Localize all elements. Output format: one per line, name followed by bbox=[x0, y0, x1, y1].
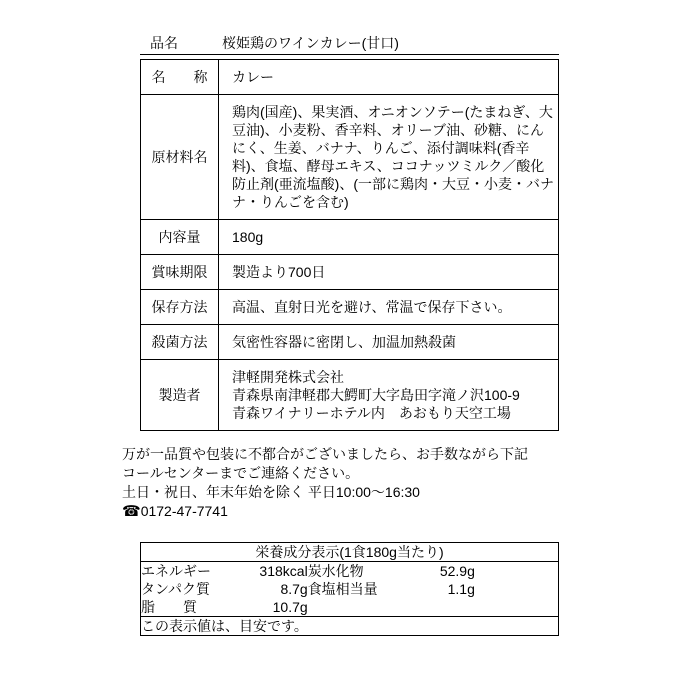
nutrition-spacer bbox=[475, 562, 559, 581]
spec-row-best-before bbox=[141, 255, 559, 290]
spec-row-name bbox=[141, 60, 559, 95]
nutrition-row-2 bbox=[141, 580, 559, 598]
nutrition-value-energy: 318kcal bbox=[259, 563, 308, 579]
spec-value-name: カレー bbox=[219, 60, 559, 95]
spec-label-ingredients: 原材料名 bbox=[141, 95, 219, 220]
nutrition-title: 栄養成分表示(1食180g当たり) bbox=[141, 543, 559, 562]
spec-value-manufacturer bbox=[219, 360, 559, 431]
product-name-value: 桜姫鶏のワインカレー(甘口) bbox=[222, 35, 399, 51]
manufacturer-address: 青森県南津軽郡大鰐町大字島田字滝ノ沢100-9 bbox=[232, 387, 520, 403]
nutrition-value-protein: 8.7g bbox=[280, 581, 308, 597]
spec-row-storage bbox=[141, 290, 559, 325]
spec-value-best-before: 製造より700日 bbox=[219, 255, 559, 290]
spec-value-ingredients: 鶏肉(国産)、果実酒、オニオンソテー(たまねぎ、大豆油)、小麦粉、香辛料、オリーブ油、砂糖、にんにく、生姜、バナナ、りんご、添付調味料(香辛料)、食塩、酵母エキス、ココナッツミルク／酸化防止剤(亜流塩酸)、(一部に鶏肉・大豆・小麦・バナナ・りんごを含む) bbox=[219, 95, 559, 220]
nutrition-label-protein: タンパク質 bbox=[141, 581, 211, 597]
spec-label-net-content: 内容量 bbox=[141, 220, 219, 255]
nutrition-table bbox=[140, 542, 559, 636]
nutrition-note-row bbox=[141, 617, 559, 636]
nutrition-value-salt: 1.1g bbox=[447, 581, 475, 597]
nutrition-title-row bbox=[141, 543, 559, 562]
spec-value-sterilization: 気密性容器に密閉し、加温加熱殺菌 bbox=[219, 325, 559, 360]
spec-label-manufacturer: 製造者 bbox=[141, 360, 219, 431]
nutrition-value-fat: 10.7g bbox=[272, 599, 308, 615]
nutrition-empty-cell bbox=[308, 598, 392, 617]
nutrition-row-3 bbox=[141, 598, 559, 617]
nutrition-row-1 bbox=[141, 562, 559, 581]
product-name-row bbox=[140, 36, 559, 55]
spec-row-net-content bbox=[141, 220, 559, 255]
nutrition-empty-cell bbox=[391, 598, 475, 617]
phone-icon: ☎ bbox=[122, 503, 141, 520]
spec-value-storage: 高温、直射日光を避け、常温で保存下さい。 bbox=[219, 290, 559, 325]
spec-label-best-before: 賞味期限 bbox=[141, 255, 219, 290]
spec-value-net-content: 180g bbox=[219, 220, 559, 255]
nutrition-spacer bbox=[475, 598, 559, 617]
spec-row-ingredients bbox=[141, 95, 559, 220]
contact-note bbox=[122, 445, 592, 521]
nutrition-label-fat: 脂 質 bbox=[141, 599, 197, 615]
spec-table bbox=[140, 59, 559, 431]
spec-label-sterilization: 殺菌方法 bbox=[141, 325, 219, 360]
phone-number: 0172-47-7741 bbox=[140, 503, 228, 519]
manufacturer-company: 津軽開発株式会社 bbox=[232, 369, 344, 385]
nutrition-label-salt: 食塩相当量 bbox=[307, 581, 378, 597]
contact-hours: 土日・祝日、年末年始を除く 平日10:00〜16:30 bbox=[122, 484, 420, 500]
nutrition-note: この表示値は、目安です。 bbox=[141, 617, 559, 636]
contact-line-2: コールセンターまでご連絡ください。 bbox=[122, 465, 360, 481]
spec-label-name: 名 称 bbox=[141, 60, 219, 95]
nutrition-spacer bbox=[475, 580, 559, 598]
spec-label-storage: 保存方法 bbox=[141, 290, 219, 325]
spec-row-sterilization bbox=[141, 325, 559, 360]
product-name-label: 品名 bbox=[150, 35, 178, 51]
phone-line bbox=[122, 502, 592, 521]
spec-row-manufacturer bbox=[141, 360, 559, 431]
nutrition-label-carbs: 炭水化物 bbox=[307, 563, 364, 579]
nutrition-label-energy: エネルギー bbox=[141, 563, 211, 579]
nutrition-value-carbs: 52.9g bbox=[439, 563, 475, 579]
contact-line-1: 万が一品質や包装に不都合がございましたら、お手数ながら下記 bbox=[122, 446, 528, 462]
manufacturer-factory: 青森ワイナリーホテル内 あおもり天空工場 bbox=[232, 405, 511, 421]
label-content bbox=[122, 36, 592, 636]
